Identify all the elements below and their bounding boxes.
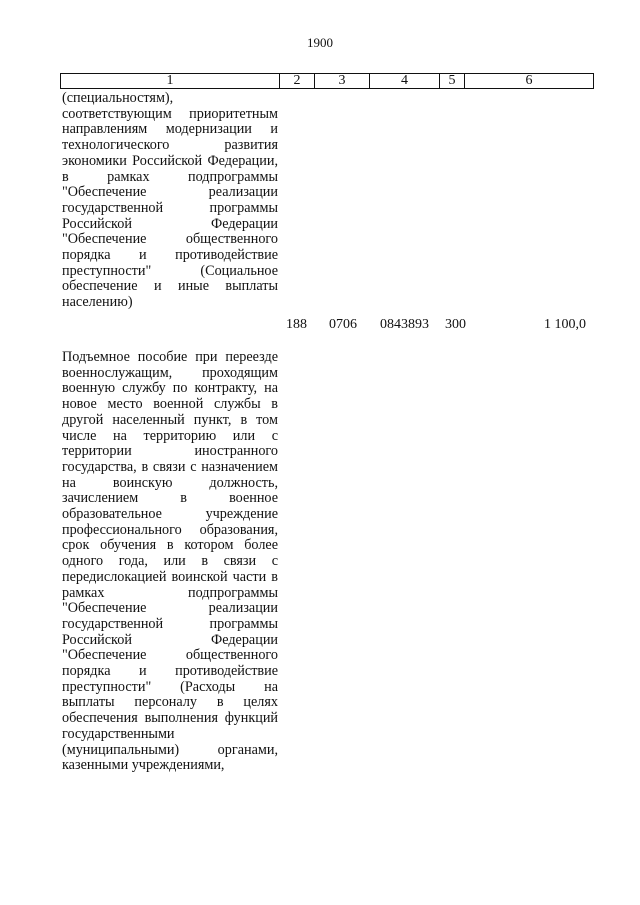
page-number: 1900 bbox=[307, 35, 333, 50]
row-ministry-code: 188 bbox=[286, 317, 307, 332]
row-section-code: 0706 bbox=[329, 317, 357, 332]
row-description: Подъемное пособие при переезде военнослужащим, проходящим военную службу по контракту, на новое место военной службы в другой населенный пункт, в том числе на территорию или с территории иностранного государства, в связи с назначением на воинскую должность, зачислением в военное образовательное учреждение профессионального образования, срок обучения в котором более одного года, или в связи с передислокацией воинской части в рамках подпрограммы "Обеспечение реализации государственной программы Российской Федерации "Обеспечение общественного порядка и противодействие преступности" (Расходы на выплаты персоналу в целях обеспечения выполнения функций государственными (муниципальными) органами, казенными учреждениями, bbox=[62, 349, 278, 774]
column-header-6: 6 bbox=[465, 74, 594, 89]
row-target-article: 0843893 bbox=[380, 317, 429, 332]
row-expense-type: 300 bbox=[445, 317, 466, 332]
column-header-4: 4 bbox=[370, 74, 440, 89]
column-header-3: 3 bbox=[315, 74, 370, 89]
column-number-header bbox=[60, 73, 594, 89]
column-header-5: 5 bbox=[440, 74, 465, 89]
row-amount: 1 100,0 bbox=[544, 317, 586, 332]
column-header-2: 2 bbox=[280, 74, 315, 89]
row-description: (специальностям), соответствующим приоритетным направлениям модернизации и технологического развития экономики Российской Федерации, в рамках подпрограммы "Обеспечение реализации государственной программы Российской Федерации "Обеспечение общественного порядка и противодействие преступности" (Социальное обеспечение и иные выплаты населению) bbox=[62, 90, 278, 311]
column-header-1: 1 bbox=[61, 74, 280, 89]
